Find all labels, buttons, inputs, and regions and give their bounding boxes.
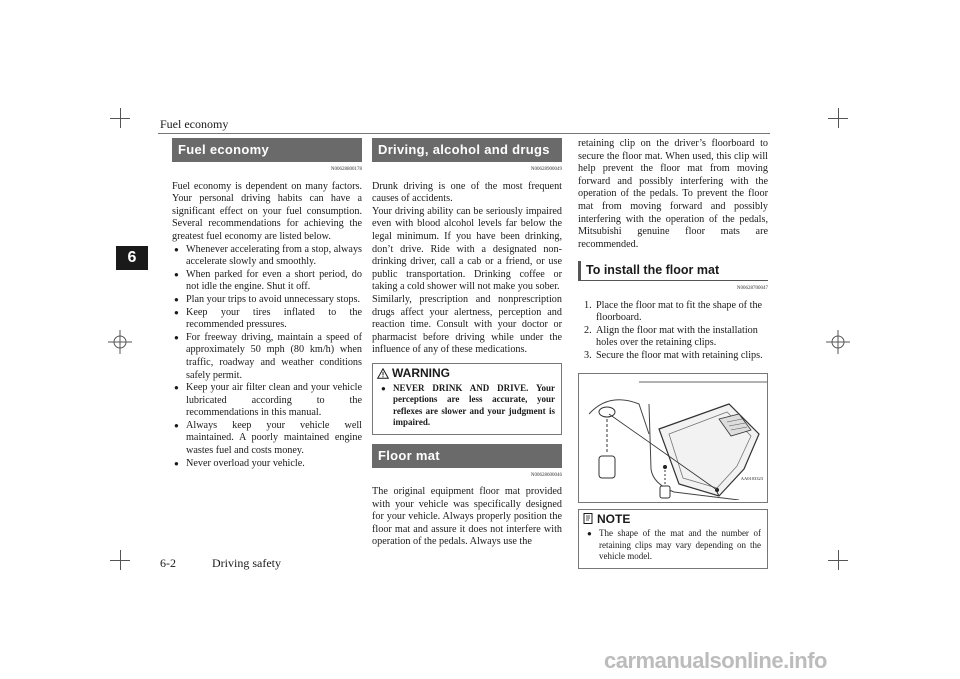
list-item: ● Keep your tires inflated to the recommended pressures.: [172, 307, 362, 332]
list-item: ● Never overload your vehicle.: [172, 458, 362, 471]
section-code: N00628900049: [530, 167, 562, 172]
paragraph: Similarly, prescription and nonprescription drugs affect your alertness, perception and reaction time. Consult with your doctor or pharmacist before driving while under the influence of any of these medications.: [372, 293, 562, 356]
page-number: 6-2: [160, 556, 176, 570]
list-item: 1. Place the floor mat to fit the shape of the floorboard.: [584, 299, 763, 324]
crop-mark: [828, 560, 848, 561]
tips-list: [172, 244, 362, 471]
column-fuel-economy: [172, 138, 362, 470]
list-item: ● For freeway driving, maintain a speed of approximately 50 mph (80 km/h) when traffic, roadway and weather conditions safely permit.: [172, 332, 362, 382]
list-item: ● Whenever accelerating from a stop, always accelerate slowly and smoothly.: [172, 244, 362, 269]
list-item: 2. Align the floor mat with the installation holes over the retaining clips.: [584, 324, 758, 349]
crop-mark: [110, 118, 130, 119]
column-floor-mat: [578, 138, 768, 569]
paragraph: Your driving ability can be seriously impaired even with blood alcohol levels far below the legal minimum. If you have been drinking, don’t drive. Ride with a designated non-drinking driver, call a cab or a friend, or use public transportation. Drinking coffee or taking a cold shower will not make you sober.: [372, 205, 562, 293]
floor-mat-illustration: [578, 373, 768, 503]
header-rule: [158, 133, 770, 134]
section-heading: Fuel economy: [172, 138, 362, 162]
floor-mat-drawing: [579, 374, 767, 500]
registration-mark-left: [108, 330, 132, 354]
note-text: ● The shape of the mat and the number of retaining clips may vary depending on the vehicle model.: [585, 528, 761, 563]
list-item: ● When parked for even a short period, do not idle the engine. Shut it off.: [172, 269, 362, 294]
watermark: carmanualsonline.info: [604, 648, 827, 673]
section-code: N00628700047: [736, 285, 768, 291]
subsection-heading: To install the floor mat: [578, 261, 768, 281]
paragraph: Fuel economy is dependent on many factors. Your personal driving habits can have a significant effect on your fuel consumption. Several recommendations for achieving the greatest fuel economy are listed below.: [172, 180, 362, 242]
list-item: ● Always keep your vehicle well maintained. A poorly maintained engine wastes fuel and costs money.: [172, 420, 362, 458]
note-label: NOTE: [597, 511, 631, 526]
install-steps: [578, 300, 768, 363]
page-header-title: Fuel economy: [160, 117, 229, 131]
warning-text: ● NEVER DRINK AND DRIVE. Your perceptions are less accurate, your reflexes are slower and your judgment is impaired.: [379, 383, 555, 429]
note-box: [578, 509, 768, 569]
crop-mark: [110, 560, 130, 561]
registration-mark-right: [826, 330, 850, 354]
warning-label: WARNING: [392, 365, 450, 380]
paragraph: Drunk driving is one of the most frequent causes of accidents.: [372, 180, 562, 205]
section-code: N00628600046: [530, 472, 562, 478]
footer-section: Driving safety: [212, 556, 281, 570]
figure-code: AA0103323: [740, 475, 763, 481]
list-item: ● Keep your air filter clean and your vehicle lubricated according to the recommendations in this manual.: [172, 382, 362, 420]
paragraph: retaining clip on the driver’s floorboard to secure the floor mat. When used, this clip will help prevent the floor mat from moving forward and possibly interfering with the operation of the pedals. To prevent the floor mat from moving forward and possibly interfering with the operation of the pedals, Mitsubishi genuine floor mats are recommended.: [578, 138, 768, 250]
note-icon: [583, 513, 594, 524]
warning-box: [372, 363, 562, 435]
chapter-tab: 6: [116, 246, 148, 270]
warning-icon: [377, 368, 389, 379]
section-code: N00628800178: [330, 167, 362, 172]
list-item: ● Plan your trips to avoid unnecessary stops.: [172, 294, 362, 307]
section-heading: Floor mat: [372, 444, 562, 468]
column-alcohol-drugs: [372, 138, 562, 549]
crop-mark: [828, 118, 848, 119]
section-heading: Driving, alcohol and drugs: [372, 138, 562, 162]
paragraph: The original equipment floor mat provided with your vehicle was specifically designed for your vehicle. Always properly position the floor mat and assure it does not interfere with operation of the pedals. Always use the: [372, 486, 562, 548]
list-item: 3. Secure the floor mat with retaining clips.: [584, 349, 763, 361]
